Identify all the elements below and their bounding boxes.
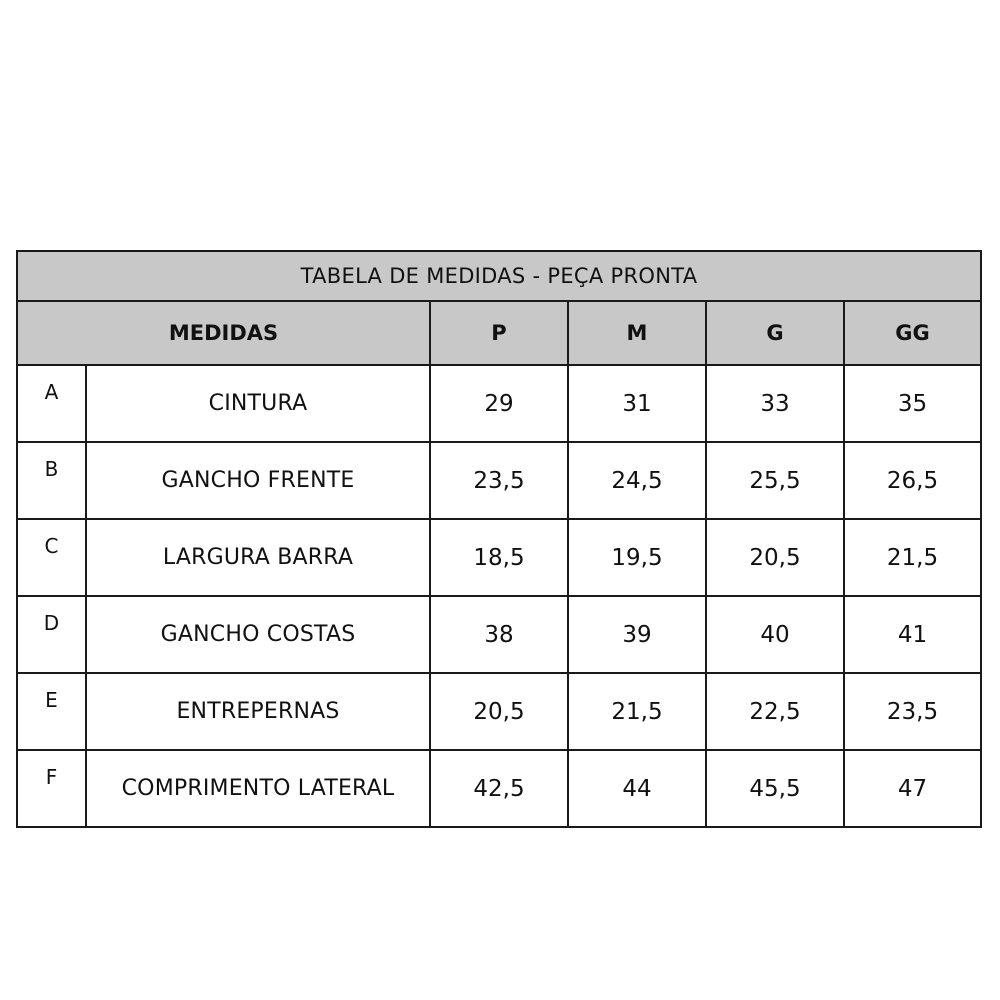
header-size-gg: GG (844, 301, 981, 365)
row-letter: C (17, 519, 86, 596)
cell-value: 38 (430, 596, 568, 673)
cell-value: 23,5 (430, 442, 568, 519)
table-row (17, 596, 981, 673)
row-letter: F (17, 750, 86, 827)
cell-value: 26,5 (844, 442, 981, 519)
header-row (17, 301, 981, 365)
table-row (17, 673, 981, 750)
cell-value: 44 (568, 750, 706, 827)
cell-value: 21,5 (844, 519, 981, 596)
row-letter: E (17, 673, 86, 750)
cell-value: 19,5 (568, 519, 706, 596)
row-letter: A (17, 365, 86, 442)
cell-value: 20,5 (430, 673, 568, 750)
cell-value: 22,5 (706, 673, 844, 750)
cell-value: 45,5 (706, 750, 844, 827)
row-measure-name: CINTURA (86, 365, 430, 442)
table-row (17, 365, 981, 442)
cell-value: 40 (706, 596, 844, 673)
cell-value: 29 (430, 365, 568, 442)
table-row (17, 519, 981, 596)
cell-value: 35 (844, 365, 981, 442)
cell-value: 31 (568, 365, 706, 442)
cell-value: 42,5 (430, 750, 568, 827)
header-size-p: P (430, 301, 568, 365)
header-measures: MEDIDAS (17, 301, 430, 365)
cell-value: 41 (844, 596, 981, 673)
cell-value: 20,5 (706, 519, 844, 596)
cell-value: 24,5 (568, 442, 706, 519)
header-size-m: M (568, 301, 706, 365)
row-measure-name: GANCHO COSTAS (86, 596, 430, 673)
cell-value: 23,5 (844, 673, 981, 750)
header-size-g: G (706, 301, 844, 365)
row-measure-name: GANCHO FRENTE (86, 442, 430, 519)
cell-value: 47 (844, 750, 981, 827)
cell-value: 25,5 (706, 442, 844, 519)
row-measure-name: LARGURA BARRA (86, 519, 430, 596)
table-title: TABELA DE MEDIDAS - PEÇA PRONTA (17, 251, 981, 301)
table-row (17, 750, 981, 827)
cell-value: 33 (706, 365, 844, 442)
cell-value: 21,5 (568, 673, 706, 750)
row-measure-name: ENTREPERNAS (86, 673, 430, 750)
table-row (17, 442, 981, 519)
row-letter: B (17, 442, 86, 519)
row-letter: D (17, 596, 86, 673)
title-row (17, 251, 981, 301)
cell-value: 18,5 (430, 519, 568, 596)
cell-value: 39 (568, 596, 706, 673)
row-measure-name: COMPRIMENTO LATERAL (86, 750, 430, 827)
size-chart-table (16, 250, 982, 828)
